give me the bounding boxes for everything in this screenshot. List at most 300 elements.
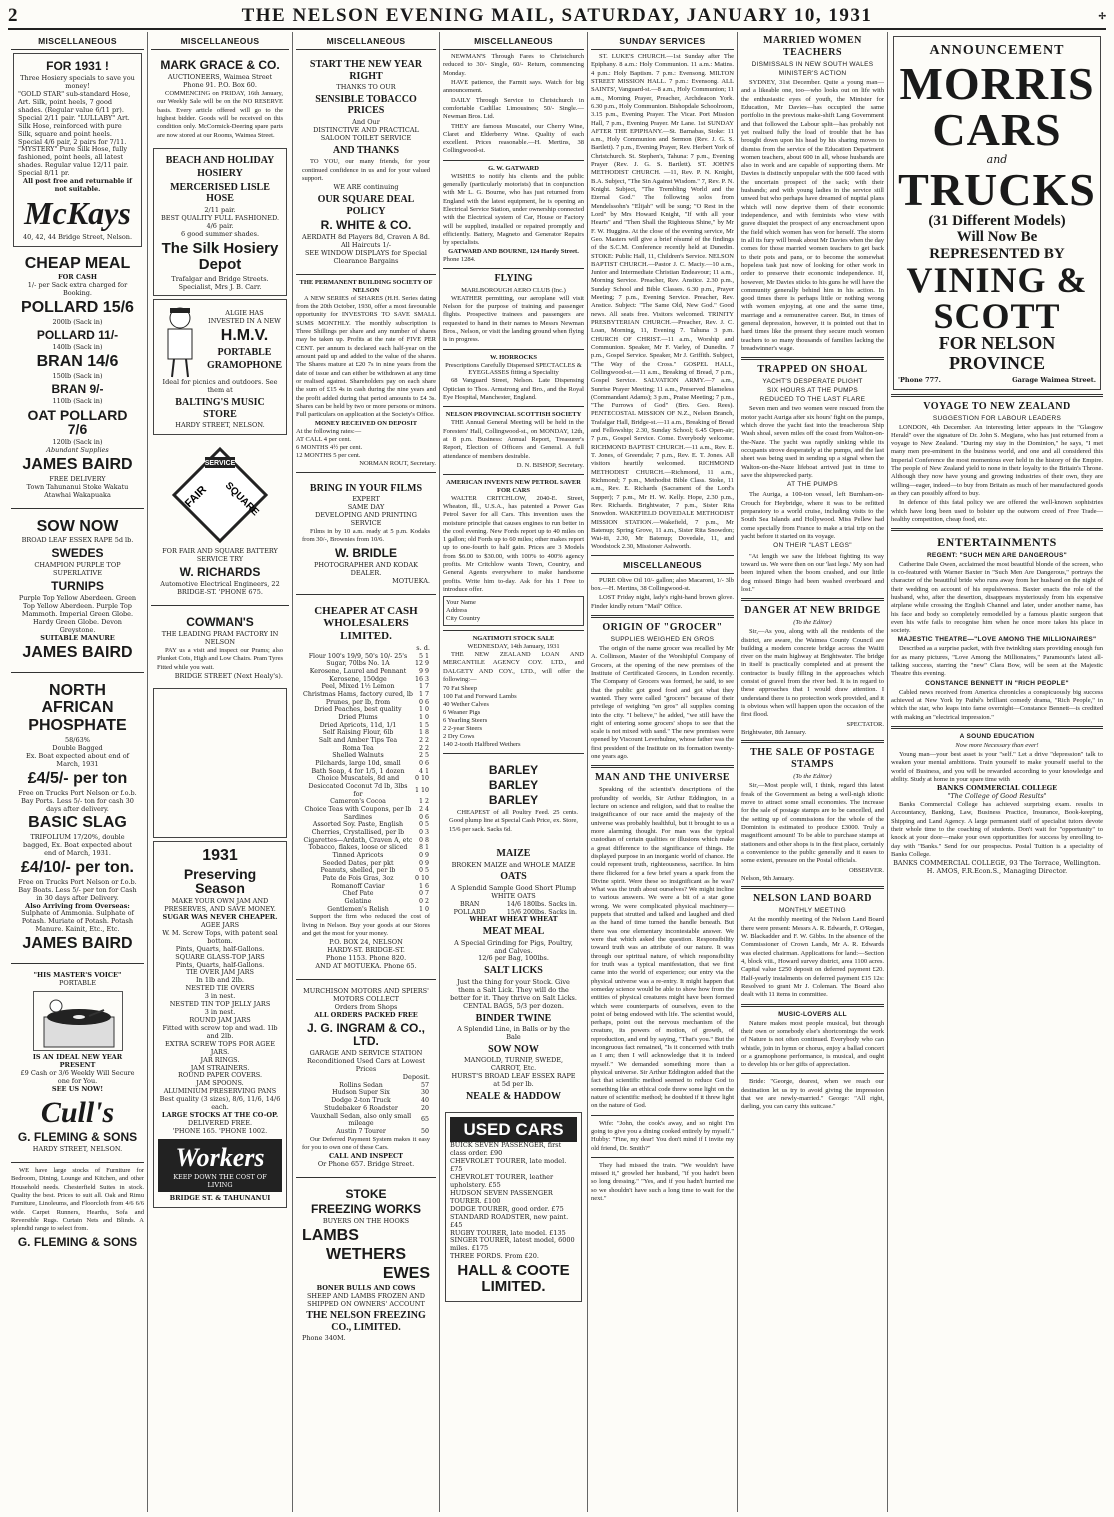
advert-line: CALL AND INSPECT [328, 1152, 404, 1161]
row-label: Prunes, per lb, from [325, 698, 391, 706]
article-body: Sir,—Most people will, I think, regard this latest freak of the Government as being a well-nigh idiotic move to attract some small economies. The increase for the sale of postage stamps are to be cancelled, and the setting up of commissions for the whole of the Dominion is estimated to produce £3000. Truly a magnificent amount! To be able to purchase stamps at stationers and other shops is in the first place, certainly a convenience to the public generally and it eases to some extent, pressure on the Postal officials. [741, 782, 884, 865]
price-row [302, 844, 430, 852]
price-row [302, 745, 430, 753]
advert-line: SAME DAY [347, 503, 385, 512]
advertiser-name: NEALE & HADDOW [465, 1091, 561, 1103]
advertiser-name: HALL & COOTE LIMITED. [457, 1262, 570, 1295]
advert-text: Young man—your best asset is your "self." Let a drive "depression" talk to weaken your mental ambitions. Train yourself to make yourself useful to the world of Business, and you will be rewarded according to your knowledge and ability. Study at home in your spare time with [891, 750, 1103, 783]
row-value: 2 5 [418, 752, 429, 760]
advert-subtitle: PORTABLE [59, 978, 96, 987]
entertainments-section [891, 535, 1103, 722]
advert-address: 40, 42, 44 Bridge Street, Nelson. [22, 232, 133, 241]
column-header: MISCELLANEOUS [591, 555, 734, 574]
article-subheading: (To the Editor) [793, 773, 832, 781]
advertiser-name: THE NELSON FREEZING CO., LIMITED. [306, 1310, 426, 1333]
advertiser-name: W. RICHARDS [179, 565, 261, 580]
article-body: SYDNEY, 31st December. Quite a young man—and a likeable one, too—who looks out on life with the enthusiastic eyes of youth, the Minister for Education, Mr Davies—has occupied the same portfolio in the previous make-shift Lang Government and that followed the Labour split—has probably not yet realised fully the load of trouble that he has brought down upon his head by his sharing moves to dismiss from the service of the Education Department women teachers, about 600 in all, whose husbands are also in work and are capable of supporting them. Mr Davies is distinctly unpopular with the 600 faced with the uncertain prospect of the sack; with their husbands; and with young ladies in the service still unwed but who perhaps have dreamed of nuptial plans which will now deprive them of their economic independence, and with feminists who view with grave disquiet the prospect of any encroachment upon the field which women has won for herself. The storm in all its fury will break about Mr Davies when the day comes for those married women teachers to get back to their pots and pans, or to become the somewhat hopeless task just now of looking for other work in order to preserve their economic independence. If, however, Mr Davies sticks to his guns he will have the community generally behind him in his action. In good times there is perhaps little or nothing wrong with women enjoying, at one and the same time, marriage and a remunerative career. But, in times of general depression, however, it is pointed out that in hard times like the present they secure much women teachers to so many thousands of families lacking the breadwinner's wage. [741, 79, 884, 352]
advert-title: CHEAP MEAL [24, 254, 131, 272]
notice-text: THE NEW ZEALAND LOAN AND MERCANTILE AGENCY COY. LTD., and DALGETY AND COY., LTD., will offer the following:— [443, 650, 584, 683]
preserving-item: Pints, Quarts, half-Gallons. [175, 960, 265, 969]
tobacco-advert [298, 53, 434, 270]
price-line: £4/5/- per ton [27, 769, 128, 787]
row-label: Flour 100's 19/9, 50's 10/- 25's [308, 652, 408, 660]
notice-text: 68 Vanguard Street, Nelson. Late Dispensing Optician to Thos. Armstrong and Bro., and the Royal Eye Hospital, Manchester, England. [443, 377, 584, 402]
advert-title: A SOUND EDUCATION [959, 732, 1035, 740]
trucks-title: TRUCKS [898, 163, 1096, 215]
filler-joke: Wife: "John, the cook's away, and so night I'm going to give you a dining cooked entirely by myself." Hubby: "Fine, my dear! You don't mind if I invite my old friend, Dr. Smith?" [591, 1119, 734, 1152]
used-car-list [450, 1142, 577, 1261]
preserving-item: 3 in nest. [204, 992, 236, 1001]
advert-line: HURST'S BROAD LEAF ESSEX RAPE at 5d per lb. [451, 1072, 576, 1089]
row-value: 1 7 [418, 683, 429, 691]
advertiser-name: JAMES BAIRD [22, 935, 133, 953]
advert-title: GRAMOPHONE [207, 360, 282, 372]
coupon-name-field[interactable]: Your Name [446, 599, 476, 607]
advert-title: Preserving Season [183, 865, 257, 897]
row-label: Cameron's Cocoa [330, 798, 386, 806]
row-label: Choice Teas with Coupons, per lb [304, 806, 412, 814]
morris-cars-title: MORRIS CARS [899, 58, 1095, 156]
article-headline: NELSON LAND BOARD [752, 893, 873, 905]
advert-title: STOKE [345, 1186, 387, 1201]
banks-college-advert [891, 733, 1103, 876]
article-subheading: DISMISSALS IN NEW SOUTH WALES [751, 61, 874, 68]
article-subheading: SIX HOURS AT THE PUMPS [766, 387, 859, 395]
advert-title: SOW NOW [36, 517, 119, 535]
price-row [302, 706, 430, 714]
notice-title: AMERICAN INVENTS NEW PETROL SAVER FOR CARS [446, 478, 581, 494]
car-row [302, 1097, 430, 1105]
letter-dateline: Nelson, 9th January. [741, 874, 795, 882]
car-row [302, 1082, 430, 1090]
row-value: 0 8 [418, 836, 429, 844]
advert-line: Just the thing for your Stock. Give them a Salt Lick. They will do the better for it. They thrive on Salt Licks. [450, 977, 577, 1002]
advert-tagline: Abundant Supplies [46, 446, 109, 455]
coupon-city-field[interactable]: City Country [446, 615, 481, 623]
gatward-notice [443, 165, 584, 265]
column-header: MISCELLANEOUS [296, 32, 436, 50]
advert-line: LARGE STOCKS AT THE CO-OP. [161, 1111, 279, 1120]
row-value: 0 5 [418, 867, 429, 875]
cheap-meal-advert [13, 250, 142, 504]
row-label: Shelled Walnuts [332, 752, 384, 760]
advert-title: WETHERS [326, 1246, 406, 1264]
row-label: Dried Peaches, best quality [314, 706, 402, 714]
article-subheading: MAJESTIC THEATRE—"LOVE AMONG THE MILLIONAIRES" [897, 636, 1097, 644]
advert-line: KEEP DOWN THE COST OF LIVING [173, 1173, 267, 1190]
advert-address: BANKS COMMERCIAL COLLEGE, 93 The Terrace, Wellington. [893, 859, 1101, 868]
notice-text: A NEW SERIES of SHARES (H.H. Series dating from the 20th October, 1930, offer a most favourable opportunity for INVESTORS TO SAVE SMALL SUMS MONTHLY. The monthly subscription is Three Shillings per share and any number of shares may be taken up. Profits at the rate of FIVE PER CENT. per annum is declared each half-year on the amount paid up and added to the value of the shares. The Shares mature at £20 7s in nine years from the date of issue and can either be withdrawn at any time or realised against. Shareholders pay on each share the sum of £15 4s in cash during the nine years and the profit added during that period amounts to £4 3s. Shares can be held by two or more persons or minors. Full particulars on application at the Society's Office. [296, 294, 436, 419]
preserving-item: AGEE JARS [200, 920, 240, 929]
advert-title: CHEAPER AT CASH WHOLESALERS LIMITED. [314, 604, 418, 643]
advert-line: MOTUEKA. [392, 576, 430, 585]
advert-title: BARLEY [488, 777, 539, 792]
price-line: POLLARD 15/6 [21, 299, 134, 317]
notice-subtitle: MARLBOROUGH AERO CLUB (Inc.) [461, 286, 566, 294]
advert-title: PHOSPHATE [28, 717, 127, 735]
row-label: Christmas Hams, factory cured, lb [303, 690, 413, 698]
used-car-list [302, 1082, 430, 1136]
advert-line: DEVELOPING AND PRINTING SERVICE [315, 511, 417, 528]
price-row [302, 691, 430, 699]
stock-item: 2 2-year Steers [443, 724, 482, 732]
price-note: 140lb (Sack in) [52, 343, 103, 351]
row-label: Salt and Amber Tips Tea [318, 736, 398, 744]
preserving-item: JAR RINGS. [200, 1055, 240, 1064]
row-value: 40 [420, 1097, 429, 1105]
horrocks-notice [443, 354, 584, 403]
preserving-advert [153, 841, 287, 1208]
row-value: 4 1 [418, 767, 429, 775]
advert-text: CHEAPEST of all Poultry Feed. 25 cents. Good plump line at Special Cash Price, ex. Store, 15/6 per sack. Sacks 6d. [449, 809, 578, 833]
advert-line: TURNIPS [51, 579, 104, 594]
advert-text: Our Deferred Payment System makes it easy for you to own one of these Cars. [302, 1135, 430, 1151]
advertiser-name: MARK GRACE & CO. [160, 58, 280, 72]
used-car-item: CHEVROLET TOURER, late model. £75 [450, 1157, 567, 1174]
used-cars-advert [445, 1112, 582, 1302]
used-car-item: BUICK SEVEN PASSENGER, first class order. £90 [450, 1141, 562, 1158]
preserving-item: SQUARE GLASS-TOP JARS [175, 952, 265, 961]
morris-cars-advert [893, 36, 1101, 390]
stock-item: 2 Dry Cows [443, 732, 475, 740]
row-label: Bath Soap, 4 for 1/5, 1 dozen [311, 767, 405, 775]
advert-line: FOR NELSON PROVINCE [938, 333, 1056, 373]
preserving-item: JAM SPOONS. [196, 1079, 244, 1088]
price-unit: s. d. [416, 643, 430, 652]
advertiser-name: The Silk Hosiery Depot [161, 239, 279, 274]
price-row [302, 783, 430, 798]
advert-line: 58/63% [65, 736, 90, 745]
music-article [741, 1011, 884, 1112]
row-value: 12 9 [414, 660, 429, 668]
furniture-advert [11, 1167, 144, 1249]
shoal-article [741, 364, 884, 594]
advert-line: REPRESENTED BY [929, 245, 1065, 262]
advertiser-name: BANKS COMMERCIAL COLLEGE [936, 784, 1058, 793]
advert-title: EWES [382, 1264, 430, 1282]
row-value: 65 [420, 1116, 429, 1124]
grocer-article [591, 622, 734, 761]
notice-text: THE Annual General Meeting will be held in the Foresters' Hall, Collingwood-st., on MONDAY, 12th, at 8 p.m. Business: Annual Report, Treasurer's Report, Election of Officers and General. A full attendance of members desirable. [443, 419, 584, 460]
car-row [302, 1105, 430, 1113]
filler-joke: They had missed the train. "We wouldn't have missed it," growled her husband, "if you hadn't been so long dressing." "Yes, and if you hadn't hurried me so we shouldn't have such a long time to wait for the next." [591, 1161, 734, 1203]
masthead-ornament-icon: ✢ [1098, 10, 1106, 21]
mckays-advert [13, 53, 142, 247]
advert-line: PHOTOGRAPHER AND KODAK DEALER. [314, 560, 418, 577]
advert-note: FREE DELIVERY [49, 474, 106, 483]
advert-title: LAMBS [302, 1227, 359, 1245]
row-label: Dried Apricots, 11d, 1/1 [319, 721, 397, 729]
preserving-item: In 1lb and 2lb. [196, 976, 244, 985]
row-label: Cherries, Crystallised, per lb [311, 829, 405, 837]
classified-notice: THEY are famous Muscatel, our Cherry Wine, Claret and Elderberry Wine. Quality of each excellent. Prices reasonable.—H. Mertins, 38 Collingwood-st. [443, 122, 584, 155]
advert-line: ALGIE HAS INVESTED IN A NEW [208, 309, 281, 326]
advert-title: SALT LICKS [484, 965, 543, 977]
universe-article [591, 772, 734, 1203]
masthead [8, 4, 1106, 30]
mark-grace-advert [153, 53, 287, 145]
advert-line: THE LEADING PRAM FACTORY IN NELSON [161, 630, 279, 647]
advert-line: AERDATH 8d Players 8d, Craven A 8d. All Haircuts 1/- [302, 233, 430, 250]
article-headline: DANGER AT NEW BRIDGE [744, 605, 881, 617]
advert-line: BUYERS ON THE HOOKS [322, 1217, 410, 1226]
letter-signature: SPECTATOR. [846, 720, 884, 728]
advert-text: Support the firm who reduced the cost of living in Nelson. Buy your goods at our Stores and get the most for your money. [302, 913, 430, 938]
advert-address: BRIDGE ST. & TAHUNANUI [169, 1193, 271, 1202]
stock-item: 100 Fat and Forward Lambs [443, 693, 517, 701]
fair-square-logo-text: FAIR [182, 483, 209, 511]
notice-text: WEATHER permitting, our aeroplane will visit Nelson for the purpose of training and passenger flights. Prospective trainees and passengers are requested to hand in their names to Messrs Newman Bros., Nelson, or visit the landing ground when flying is in progress. [443, 294, 584, 344]
advert-line: SEE WINDOW DISPLAYS for Special Clearance Bargains [304, 249, 428, 265]
column-1 [8, 32, 148, 1512]
advert-line: Also Arriving from Overseas: [25, 901, 130, 910]
culls-logo: Cull's [40, 1095, 115, 1129]
column-header: SUNDAY SERVICES [591, 32, 734, 50]
notice-signature: NORMAN ROUT, Secretary. [359, 460, 436, 468]
freezing-works-advert [298, 1182, 434, 1347]
advert-line: IS AN IDEAL NEW YEAR PRESENT [32, 1052, 123, 1069]
price-row [302, 806, 430, 814]
hmv-advert [153, 299, 287, 435]
classified-notice: PURE Olive Oil 10/- gallon; also Macaroni, 1/- 3lb box.—H. Mertins, 38 Collingwood-st. [591, 576, 734, 593]
article-headline: VOYAGE TO NEW ZEALAND [923, 400, 1071, 412]
stock-item: 70 Fat Sheep [443, 685, 477, 693]
row-value: 0 3 [418, 829, 429, 837]
notice-text: WISHES to notify his clients and the public generally (particularly motorists) that in conjunction with Mr L. G. Bourne, who has just returned from England with the latest equipment, he is opening an Electrical Service Station, under ownership connected with the Electrical system of Car, House or Factory will be supplied, installed or repaired promptly and efficiently. Battery, Magneto and Generator Repairs by specialists. [443, 172, 584, 247]
advert-title: PORTABLE [217, 346, 272, 358]
fair-square-logo [170, 445, 270, 545]
preserving-item: JAM STRAINERS. [190, 1063, 250, 1072]
advert-line: Free on Trucks Port Nelson or f.o.b. Bay Ports. Less 5/- ton for cash 30 days after delivery. [18, 788, 137, 813]
notice-title: G. W. GATWARD [488, 164, 539, 172]
advertiser-name: G. FLEMING & SONS [17, 1130, 138, 1144]
silk-hosiery-advert [153, 148, 287, 297]
used-car-item: THREE FORDS. From £20. [450, 1252, 539, 1261]
price-row [302, 829, 430, 837]
article-subheading: MINISTER'S ACTION [778, 70, 847, 77]
row-label: Tobacco, flakes, loose or sliced [308, 844, 408, 852]
neale-haddow-advert [445, 842, 582, 1109]
coupon-address-field[interactable]: Address [446, 607, 468, 615]
advert-line: Phone 91. P.O. Box 60. [183, 81, 257, 90]
preserving-item: 3 in nest. [204, 1008, 236, 1017]
row-label: Cigarettes—Ardath, Craven A, etc [303, 836, 413, 844]
article-body: Speaking of the scientist's descriptions of the profundity of worlds, Sir Arthur Eddington, in a lecture on science and religion, said that to realise the insignificance of our race amid the majesty of the universe was probably healthful, but it brought to us a more alarming thought. For man was the typical custodian of certain qualities or illusions which make a great difference to the significance of things. He displayed purpose in an inorganic world of chance. He could represent truth, righteousness, sacrifice. In him there flickered for a few brief years a spark from the Divine spirit. Were these so insignificant as he was? What was the truth about ourselves? We might incline to various answers. We were a bit of a star gone wrong. We were complicated physical machinery—puppets that strutted and talked and laughed and died as the hand of time turned the handle beneath. But there was one elementary incontestable answer. We were that which asked the question. Responsibility toward truth was an attribute of our nature. It was through our spiritual nature, of which responsibility for truth was a typical manifestation, that we first came into the world of experience; our entry via the physical universe was a re-entry. It might happen that someday science would be able to show how from the entities of physical creatures might have been formed which were counterparts of ourselves, even to the point of being endowed with life. The scientist would, perhaps, point out the nervous mechanism of the creature, its powers of motion, of growth, of reproduction, and end by saying, "That's you." But the incongruous fact remained, "Is it concerned with truth as I am; then I will acknowledge that it is indeed myself." We demanded something more than a physical universe. Sir Arthur Eddington added that the fact that scientific method seemed to reduce God to something like an ethical code threw some light on the nature of scientific method; he doubted if it threw light on the nature of God. [591, 786, 734, 1110]
price-list [302, 653, 430, 914]
row-value: 1 5 [418, 721, 429, 729]
advert-line: MURCHISON MOTORS AND SPIERS' MOTORS COLLECT [303, 987, 429, 1003]
classified-notice: HAVE patience, the Farmit says. Watch for big announcement. [443, 78, 584, 95]
advert-line: 'PHONE 165. 'PHONE 1002. [172, 1126, 268, 1135]
notice-line: At the following rates:— [296, 428, 362, 436]
article-body: In defence of this fatal policy we are offered the well-known sophistries which have long been used to bolster up the outworn creed of Free Trade—healthy competition, cheap food, etc. [891, 499, 1103, 523]
row-value: 1 10 [414, 786, 429, 794]
advert-line: ALL ORDERS PACKED FREE [314, 1010, 418, 1019]
advert-line: EXPERT [352, 495, 380, 504]
row-value: 0 2 [418, 898, 429, 906]
row-label: Pilchards, large 10d, small [315, 760, 401, 767]
preserving-item: ALUMINIUM PRESERVING PANS [163, 1087, 277, 1096]
advert-line: Purple Top Yellow Aberdeen. Green Top Yellow Aberdeen. Purple Top Mammoth. Imperial Green Globe. Hardy Green Globe. Devon Greystone. [18, 594, 137, 635]
used-car-item: SINGER TOURER, latest model, 6000 miles. £175 [450, 1236, 575, 1253]
row-value: 2 2 [418, 744, 429, 752]
advert-title: FREEZING WORKS [311, 1202, 421, 1217]
price-row [302, 653, 430, 661]
article-body: Described as a surprise packet, with five twinkling stars providing enough fun for as many pictures, "Love Among the Millionaires," Paramount's latest all-talking success, starring the "new" Clara Bow, will be seen at the Majestic Theatre this evening. [891, 645, 1103, 678]
classified-notice: LOST Friday night, lady's right-hand brown glove. Finder kindly return "Mail" Office. [591, 594, 734, 610]
stamps-letter [741, 747, 884, 882]
advert-signature: H. AMOS, F.R.Econ.S., Managing Director. [926, 867, 1068, 876]
price-row [302, 852, 430, 860]
notice-text: WALTER CRITCHLOW, 2040-E. Street, Wheaton, Ill., U.S.A., has patented a Power Gas Petrol Saver for all Cars. This invention uses the moisture principle that causes engines to run better in the cool evening. New Fords report up to 40 miles on 1 gallon; old Fords up to 60 miles; other makes report up to one-fourth to half gain. Prices are 3 Models from $6.00 to $30.00, with 100% to 400% agency profits. Mr Critchlow wants Town, Country, and General Agents everywhere to make handsome profits. Write him to-day. Ask for his I Free to introduce offer. [443, 494, 584, 594]
price-row [302, 867, 430, 875]
teachers-article [741, 35, 884, 353]
advert-line: SEE US NOW! [51, 1084, 104, 1093]
advert-line: WHITE OATS [491, 891, 536, 900]
price-row [302, 890, 430, 898]
advert-phone: Phone 340M. [302, 1334, 346, 1343]
notice-subtitle: MONEY RECEIVED ON DEPOSIT [314, 420, 418, 428]
row-label: POLLARD [453, 908, 486, 916]
notice-title: NGATIMOTI STOCK SALE [472, 635, 555, 643]
advert-line: DELIVERED FREE. [187, 1118, 253, 1127]
row-value: 30 [420, 1089, 429, 1097]
price-row [302, 722, 430, 730]
notice-phone: Phone 1284. [443, 256, 476, 264]
row-value: 0 9 [418, 852, 429, 860]
article-subheading: YACHT'S DESPERATE PLIGHT [762, 378, 863, 386]
row-label: Dried Plums [338, 713, 378, 721]
article-body: LONDON, 4th December. An interesting letter appears in the "Glasgow Herald" over the signature of Dr. John S. Megjans, who has just returned from a voyage to New Zealand. "During my stay in the Dominion," he says, "I met many men pre-eminent in the business world, and one and all considered this Imperial Conference the most momentous ever held in the history of the Empire. The people of New Zealand yield to none in their loyalty to the Britain's Throne. Although they now have young and growing industries of their own, they are willing—eager, indeed—to buy from Britain as much of her manufactured goods as they can possibly afford to buy. [891, 423, 1103, 498]
row-value: 1 0 [418, 713, 429, 721]
row-value: 9 9 [418, 667, 429, 675]
article-body: Catherine Dale Owen, acclaimed the most beautiful blonde of the screen, who is co-featured with Warner Baxter in "Such Men Are Dangerous," portrays the character of the beautiful bride who runs away from her husband on the night of their wedding on account of his repulsiveness. Baxter enacts the role of the husband, who, after the desertion, disappears mysteriously from his expensive airplane while crossing the English Channel and later, under another name, has his face and body so completely remodelled by a famous plastic surgeon that even his wife fails to recognise him when he once more takes his place in society. [891, 560, 1103, 635]
row-value: 0 5 [418, 821, 429, 829]
row-label: Desiccated Coconut 7d lb, 3lbs for [308, 783, 408, 798]
column-header: MISCELLANEOUS [443, 32, 584, 50]
row-label: Dodge 2-ton Truck [331, 1097, 391, 1105]
advertiser-name: JAMES BAIRD [22, 644, 133, 661]
row-label: Tinned Apricots [332, 852, 384, 860]
advert-title: AND THANKS [332, 144, 400, 156]
row-value: 0 10 [414, 775, 429, 783]
advert-note: 1/- per Sack extra charged for Booking. [27, 281, 128, 298]
advert-address: Automotive Electrical Engineers, 22 BRIDGE-ST. 'PHONE 675. [160, 580, 280, 597]
advert-line: SHEEP AND LAMBS FROZEN AND SHIPPED ON OWNERS' ACCOUNT [306, 1291, 425, 1308]
article-subheading: CONSTANCE BENNETT IN "RICH PEOPLE" [925, 679, 1069, 687]
article-body: "At length we saw the lifeboat fighting its way toward us. We were then on our 'last legs.' My son had been injured when the boom crashed, and our little dog missed Bingo had been washed overboard and lost." [741, 552, 884, 593]
notice-title: FLYING [494, 273, 533, 285]
used-car-item: HUDSON SEVEN PASSENGER TOURER. £100 [450, 1188, 553, 1205]
advertiser-name: R. WHITE & CO. [320, 218, 412, 233]
advert-line: Phone 1153. Phone 820. [325, 954, 407, 963]
car-row [302, 1113, 430, 1128]
car-row [302, 1089, 430, 1097]
price-row [302, 660, 430, 668]
advert-title: FOR 1931 ! [46, 59, 109, 73]
row-label: Studebaker 6 Roadster [324, 1104, 398, 1112]
advert-line: CHAMPION PURPLE TOP SUPERLATIVE [34, 561, 121, 578]
gramophone-illustration [33, 991, 123, 1051]
article-subheading: ON THEIR "LAST LEGS" [773, 542, 852, 550]
advert-line: MAKE YOUR OWN JAM AND PRESERVES, AND SAVE MONEY. [164, 897, 276, 914]
advert-line: 2/11 pair. [204, 205, 236, 214]
row-label: BRAN [459, 900, 480, 908]
price-list [449, 901, 578, 916]
advert-title: BINDER TWINE [475, 1012, 552, 1024]
row-label: Rollins Sedan [339, 1081, 383, 1089]
article-subheading: MONTHLY MEETING [778, 907, 847, 915]
row-value: 0 6 [418, 813, 429, 821]
preserving-items-list [158, 922, 282, 1112]
article-body: Cabled news received from America chronicles a conspicuously big success achieved at New York by Pathé's brilliant comedy drama, "Rich People," in which the star, who leaps into fame overnight—Constance Bennett—is credited with making an "electrical impression." [891, 688, 1103, 721]
notice-title: W. HORROCKS [489, 353, 538, 361]
advert-line: FOR FAIR AND SQUARE BATTERY SERVICE TRY [162, 547, 278, 564]
advert-line: (31 Different Models) [928, 212, 1066, 229]
row-value: 0 7 [418, 890, 429, 898]
advert-line: HARDY-ST. BRIDGE-ST. [327, 946, 405, 955]
land-board-article [741, 893, 884, 999]
preserving-item: ROUND PAPER COVERS. [177, 1071, 263, 1080]
advert-line: AUCTIONEERS, Waimea Street [167, 73, 273, 82]
advertiser-name: JAMES BAIRD [22, 455, 133, 473]
advert-line: TRIFOLIUM 17/20%, double bagged, Ex. Boat expected about end of March, 1931. [23, 833, 132, 858]
price-row [302, 860, 430, 868]
page-number: 2 [8, 5, 18, 26]
row-value: 8 1 [418, 844, 429, 852]
preserving-item: NESTED TIE OVERS [185, 984, 255, 993]
advert-text: COMMENCING on FRIDAY, 16th January, our Weekly Sale will be on the NO RESERVE basis. Every article offered will go to the highest bidder. Goods will be received on this condition only. McCormick-Deering spare parts are now stored at our Rooms, Waimea Street. [157, 90, 283, 139]
stock-item: 40 Wether Calves [443, 701, 489, 709]
price-row [302, 699, 430, 707]
vining-scott-title: VINING & SCOTT [906, 260, 1088, 336]
notice-signature: GATWARD AND BOURNE, 124 Hardy Street. [448, 248, 579, 256]
petrol-saver-notice [443, 479, 584, 626]
notice-rate: AT CALL 4 per cent. [296, 436, 352, 444]
article-subheading: REGENT: "SUCH MEN ARE DANGEROUS" [926, 551, 1068, 559]
notice-rate: 6 MONTHS 4½ per cent. [296, 444, 363, 452]
preserving-item: Fitted with screw top and wad. 1lb and 2lb. [162, 1023, 278, 1040]
notice-title: THE PERMANENT BUILDING SOCIETY OF NELSON [299, 278, 433, 294]
phosphate-advert [13, 677, 142, 959]
column-3 [293, 32, 440, 1512]
row-label: Peanuts, shelled, per lb [320, 867, 396, 875]
price-row [302, 768, 430, 776]
price-line: BRAN 9/- [51, 381, 104, 396]
row-value: 20 [420, 1104, 429, 1112]
stock-item: 6 Weaner Pigs [443, 708, 481, 716]
price-line: POLLARD 11/- [36, 327, 119, 342]
price-row [302, 676, 430, 684]
stock-list [443, 685, 584, 748]
advert-address: Or Phone 657. Bridge Street. [317, 1160, 415, 1169]
row-label: Sardines [343, 813, 373, 821]
price-note: 150lb (Sack in) [52, 371, 103, 380]
price-row [302, 668, 430, 676]
advert-title: START THE NEW YEAR RIGHT [309, 59, 423, 82]
row-value: 15/6 200lbs. Sacks in. [506, 908, 577, 916]
price-row [302, 714, 430, 722]
advert-line: Reconditioned Used Cars at Lowest Prices [307, 1057, 425, 1073]
row-value: 0 10 [414, 875, 429, 883]
row-value: 1 2 [418, 798, 429, 806]
advert-text: PAY us a visit and inspect our Prams; also Plunket Cots, High and Low Chairs. Pram Tyres Fitted while you wait. [157, 647, 283, 671]
barley-advert [445, 758, 582, 840]
preserving-item: Pints, Quarts, half-Gallons. [175, 944, 265, 953]
row-label: Austin 7 Tourer [336, 1127, 386, 1135]
row-label: Gentlemen's Relish [327, 905, 389, 913]
price-note: 110lb (Sack in) [52, 396, 103, 405]
